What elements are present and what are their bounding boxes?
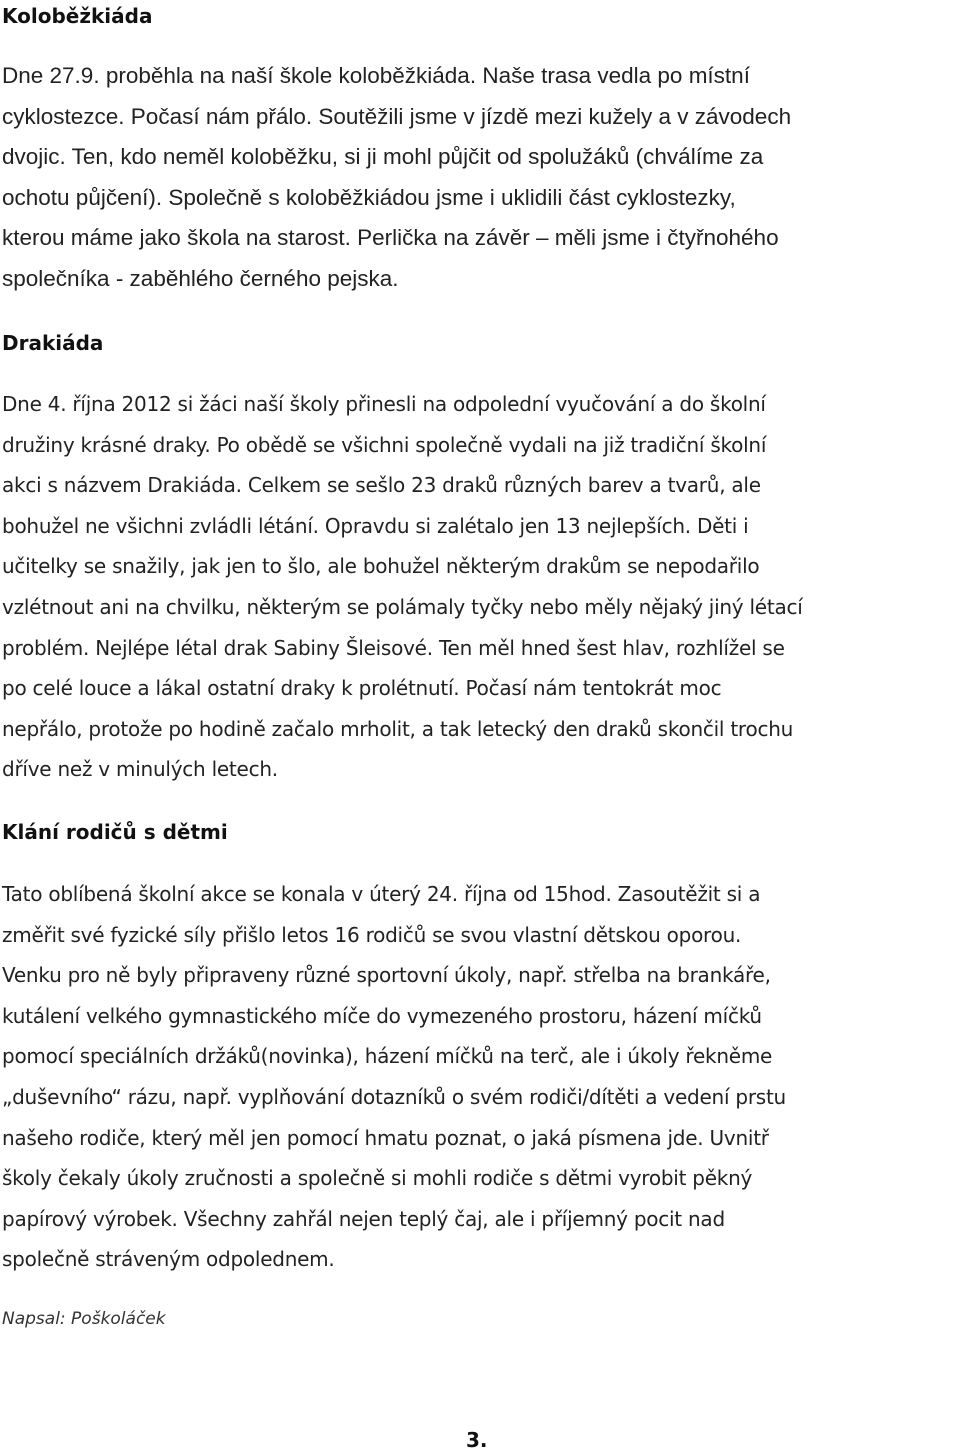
paragraph-line: kutálení velkého gymnastického míče do vymezeného prostoru, házení míčků xyxy=(2,1003,762,1028)
paragraph-line: cyklostezce. Počasí nám přálo. Soutěžili jsme v jízdě mezi kužely a v závodech xyxy=(2,103,792,129)
paragraph-line: po celé louce a lákal ostatní draky k prolétnutí. Počasí nám tentokrát moc xyxy=(2,676,722,701)
paragraph-line: učitelky se snažily, jak jen to šlo, ale bohužel některým drakům se nepodařilo xyxy=(2,554,760,579)
paragraph-line: dříve než v minulých letech. xyxy=(2,757,278,782)
paragraph-line: „duševního“ rázu, např. vyplňování dotazníků o svém rodiči/dítěti a vedení prstu xyxy=(2,1084,786,1109)
paragraph-line: změřit své fyzické síly přišlo letos 16 rodičů se svou vlastní dětskou oporou. xyxy=(2,922,742,947)
paragraph-line: školy čekaly úkoly zručnosti a společně si mohli rodiče s dětmi vyrobit pěkný xyxy=(2,1166,753,1191)
paragraph-line: bohužel ne všichni zvládli létání. Opravdu si zalétalo jen 13 nejlepších. Děti i xyxy=(2,513,749,538)
paragraph-line: Tato oblíbená školní akce se konala v úterý 24. října od 15hod. Zasoutěžit si a xyxy=(2,882,761,906)
paragraph-line: našeho rodiče, který měl jen pomocí hmatu poznat, o jaká písmena jde. Uvnitř xyxy=(2,1125,769,1150)
author-signature: Napsal: Poškoláček xyxy=(2,1309,166,1329)
section-title-klani-rodicu: Klání rodičů s dětmi xyxy=(2,820,228,844)
paragraph-line: ochotu půjčení). Společně s koloběžkiádou jsme i uklidili část cyklostezky, xyxy=(2,184,736,210)
paragraph-line: společně stráveným odpolednem. xyxy=(2,1247,335,1272)
paragraph-line: problém. Nejlépe létal drak Sabiny Šleisové. Ten měl hned šest hlav, rozhlížel se xyxy=(2,635,785,660)
paragraph-line: nepřálo, protože po hodině začalo mrholit, a tak letecký den draků skončil trochu xyxy=(2,716,794,741)
paragraph-line: papírový výrobek. Všechny zahřál nejen teplý čaj, ale i příjemný pocit nad xyxy=(2,1206,725,1231)
paragraph-line: družiny krásné draky. Po obědě se všichni společně vydali na již tradiční školní xyxy=(2,432,767,457)
paragraph-line: Venku pro ně byly připraveny různé sportovní úkoly, např. střelba na brankáře, xyxy=(2,963,771,988)
page-number: 3. xyxy=(466,1428,488,1452)
section-title-kolobezkiada: Koloběžkiáda xyxy=(2,4,153,28)
paragraph-line: kterou máme jako škola na starost. Perlička na závěr – měli jsme i čtyřnohého xyxy=(2,225,779,250)
paragraph-line: Dne 4. října 2012 si žáci naší školy přinesli na odpolední vyučování a do školní xyxy=(2,392,766,416)
section-title-drakiada: Drakiáda xyxy=(2,331,104,355)
paragraph-line: pomocí speciálních držáků(novinka), házení míčků na terč, ale i úkoly řekněme xyxy=(2,1044,773,1069)
section-body-drakiada xyxy=(2,384,954,790)
paragraph-line: dvojic. Ten, kdo neměl koloběžku, si ji mohl půjčit od spolužáků (chválíme za xyxy=(2,144,764,169)
paragraph-line: společníka - zaběhlého černého pejska. xyxy=(2,265,399,291)
section-body-klani-rodicu xyxy=(2,874,954,1280)
section-body-kolobezkiada xyxy=(2,56,954,299)
paragraph-line: akci s názvem Drakiáda. Celkem se sešlo 23 draků různých barev a tvarů, ale xyxy=(2,473,761,498)
paragraph-line: Dne 27.9. proběhla na naší škole koloběžkiáda. Naše trasa vedla po místní xyxy=(2,63,750,88)
paragraph-line: vzlétnout ani na chvilku, některým se polámaly tyčky nebo měly nějaký jiný létací xyxy=(2,594,803,619)
